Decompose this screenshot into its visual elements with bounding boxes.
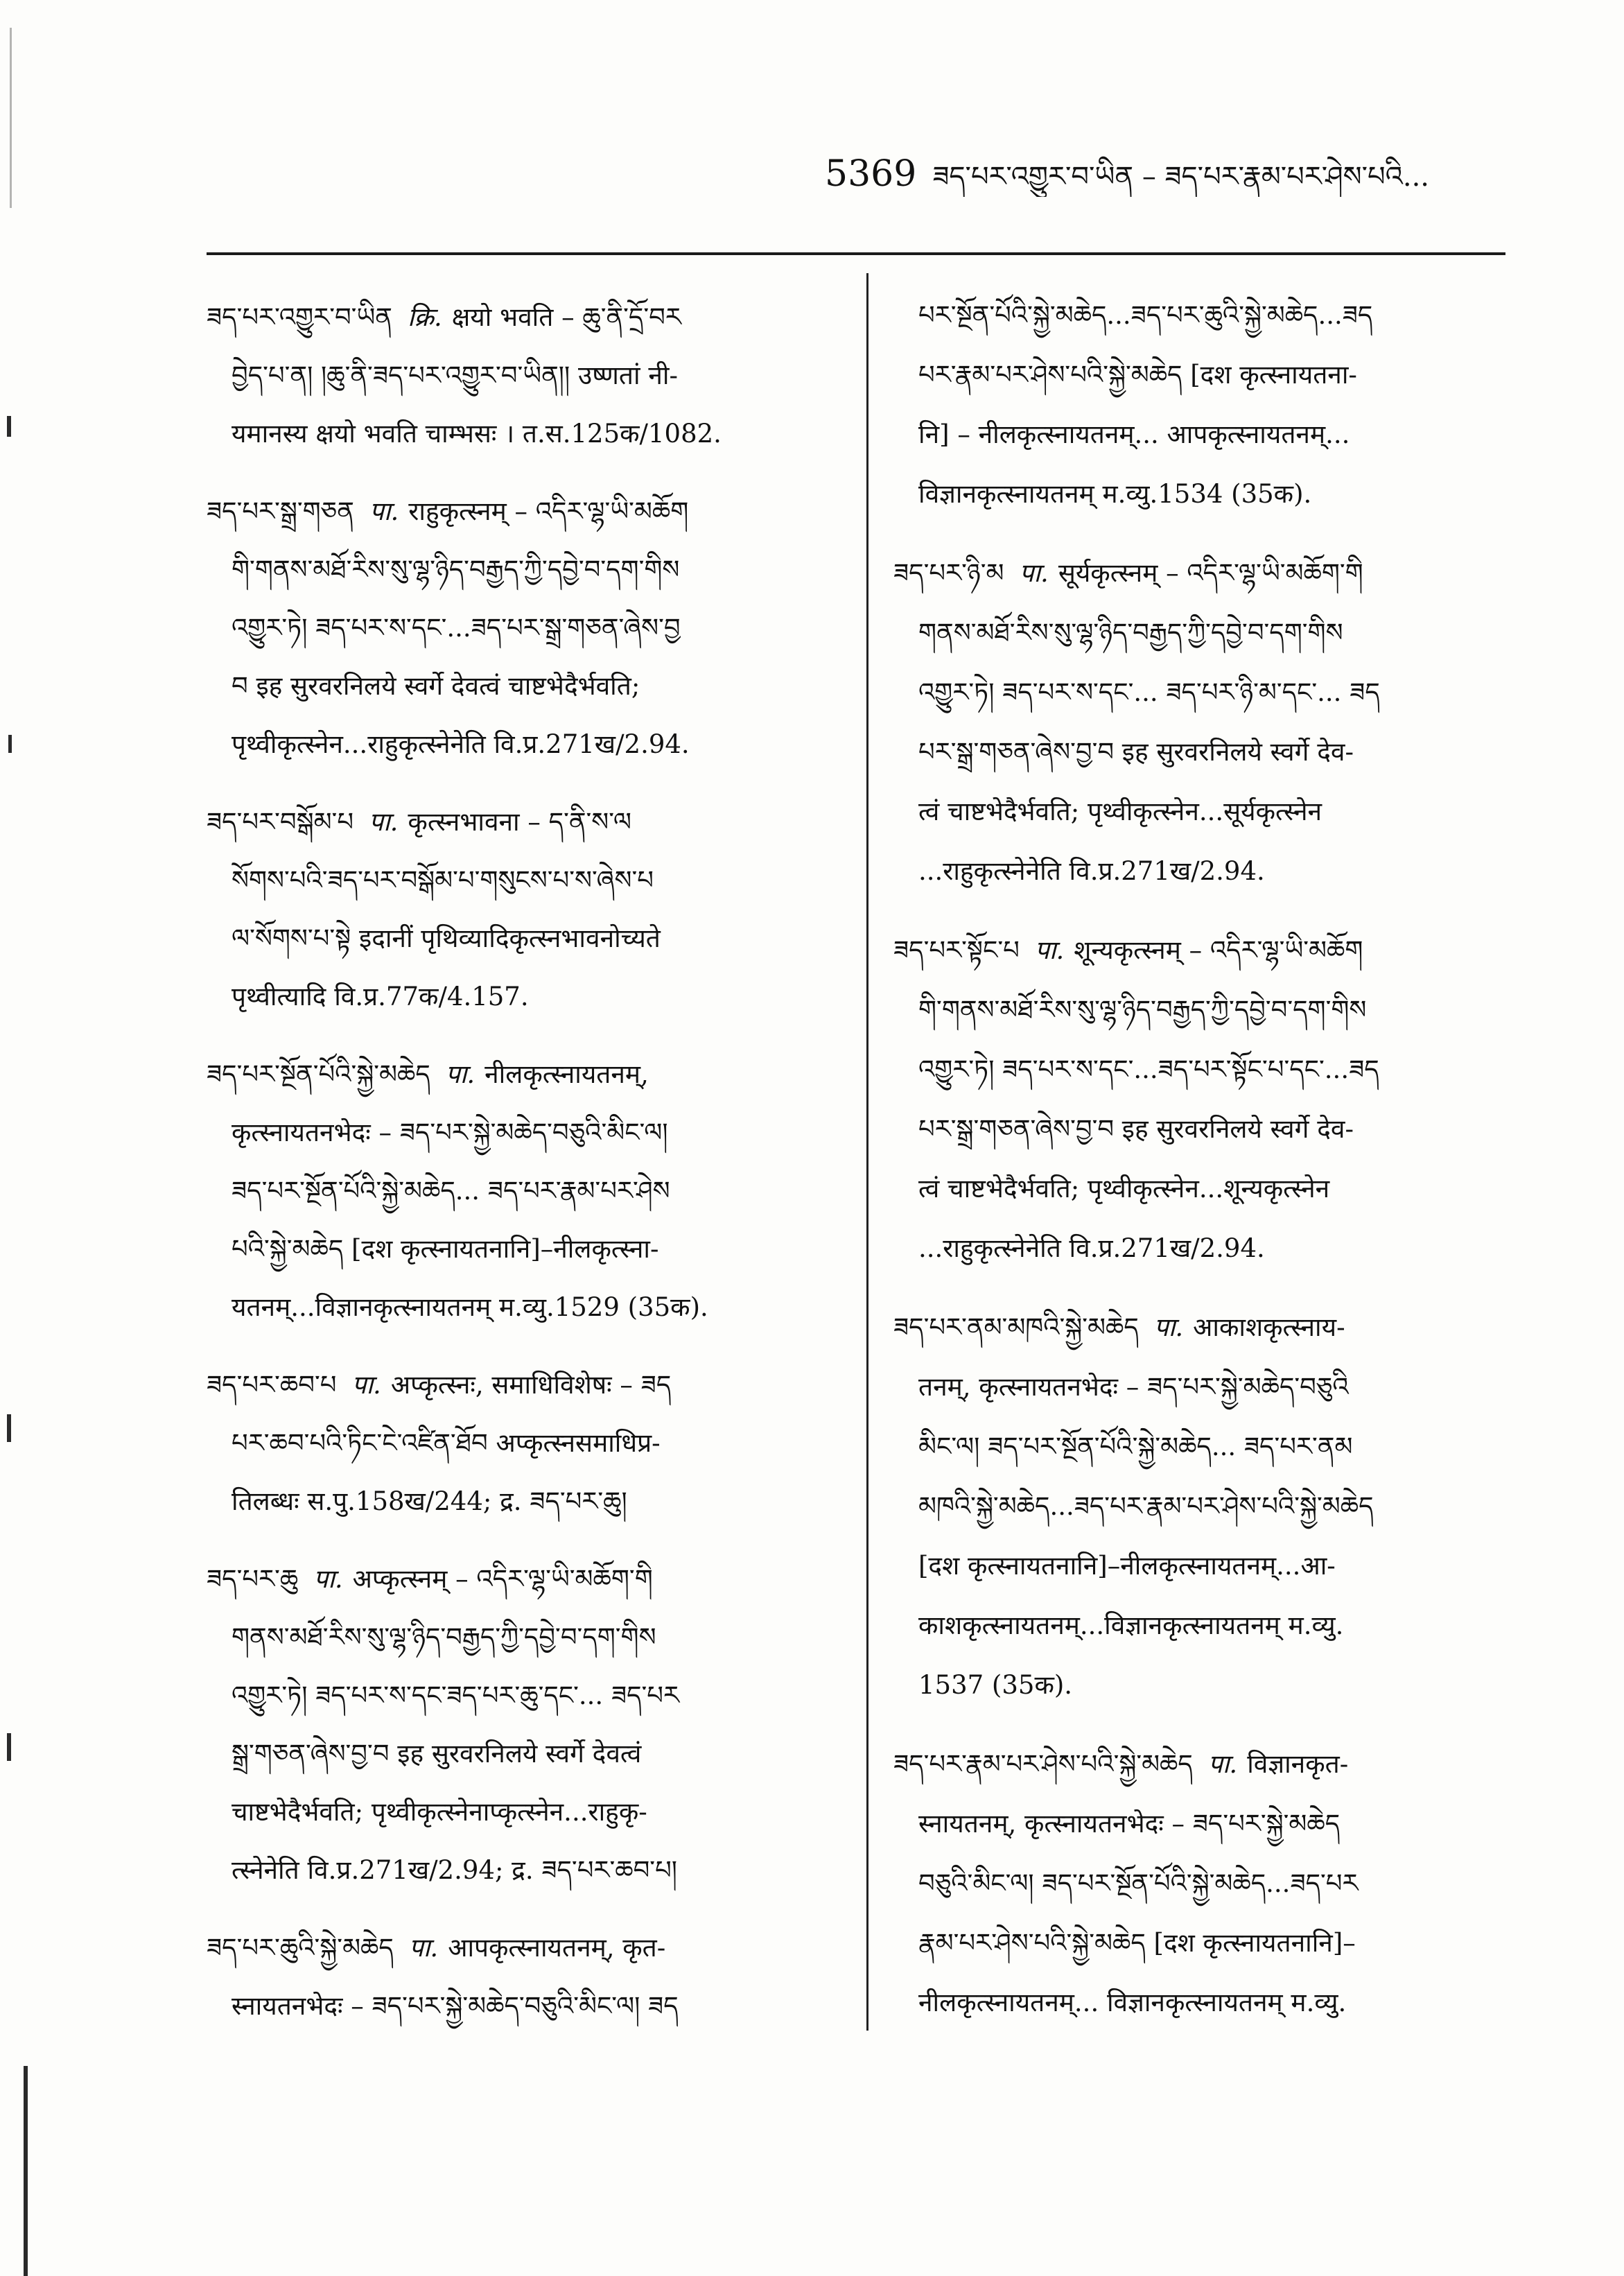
part-of-speech: पा. <box>1034 935 1065 965</box>
entry-line: तिलब्धः स.पु.158ख/244; द्र. ཟད་པར་ཆུ། <box>232 1486 627 1516</box>
headword: ཟད་པར་ཆབ་པ <box>207 1370 337 1400</box>
entry-line: विज्ञानकृत्स्नायतनम् म.व्यु.1534 (35क). <box>918 479 1312 509</box>
entry-first-line <box>893 544 1505 603</box>
part-of-speech: क्रि. <box>407 302 442 332</box>
dictionary-entry <box>893 921 1505 1278</box>
entry-line: པར་སྒྲ་གཅན་ཞེས་བྱ་བ इह सुरवरनिलये स्वर्गे देव- <box>918 737 1354 767</box>
running-head <box>825 151 1508 197</box>
part-of-speech: पा. <box>369 496 399 526</box>
continued-entry <box>893 286 1505 524</box>
entry-line: སོགས་པའི་ཟད་པར་བསྒོམ་པ་གསུངས་པ་ས་ཞེས་པ <box>232 865 654 895</box>
entry-line: པར་རྣམ་པར་ཤེས་པའི་སྐྱེ་མཆེད [दश कृत्स्नायतना- <box>918 360 1357 390</box>
entry-line: པར་ཆབ་པའི་ཏིང་ངེ་འཛིན་ཐོབ अप्कृत्स्नसमाधिप्र- <box>232 1428 661 1458</box>
entry-line: स्नायतनम्, कृत्स्नायतनभेदः – ཟད་པར་སྐྱེ་མཆེད <box>918 1809 1341 1839</box>
dictionary-entry <box>207 483 827 774</box>
scan-mark <box>7 416 11 437</box>
entry-line: नि] – नीलकृत्स्नायतनम्... आपकृत्स्नायतनम्... <box>918 419 1350 449</box>
headword: ཟད་པར་ཆུ <box>207 1564 299 1594</box>
entry-line: त्वं चाष्टभेदैर्भवति; पृथ्वीकृत्स्नेन...शून्यकृत्स्नेन <box>918 1174 1330 1204</box>
entry-line: རྣམ་པར་ཤེས་པའི་སྐྱེ་མཆེད [दश कृत्स्नायतनानि]– <box>918 1928 1356 1958</box>
entry-line: པར་སྔོན་པོའི་སྐྱེ་མཆེད...ཟད་པར་ཆུའི་སྐྱེ་མཆེད...ཟད <box>918 300 1373 330</box>
entry-line: གི་གནས་མཐོ་རིས་སུ་ལྷ་ཉིད་བརྒྱད་ཀྱི་དབྱེ་བ་དག་གིས <box>918 995 1367 1025</box>
dictionary-entry <box>207 1356 827 1531</box>
headword: ཟད་པར་ནམ་མཁའི་སྐྱེ་མཆེད <box>893 1312 1139 1342</box>
entry-first-line <box>893 1735 1505 1794</box>
headword: ཟད་པར་འགྱུར་བ་ཡིན <box>207 302 392 332</box>
part-of-speech: पा. <box>351 1370 381 1400</box>
column-divider <box>866 273 868 2031</box>
entry-line: པའི་སྐྱེ་མཆེད [दश कृत्स्नायतनानि]–नीलकृत्स्ना- <box>232 1234 659 1264</box>
dictionary-entry <box>207 1919 827 2035</box>
entry-first-line <box>893 921 1505 980</box>
definition-text: शून्यकृत्स्नम् – འདིར་ལྷ་ཡི་མཆོག <box>1074 935 1363 965</box>
entry-first-line <box>207 1550 827 1608</box>
entry-line: གནས་མཐོ་རིས་སུ་ལྷ་ཉིད་བརྒྱད་ཀྱི་དབྱེ་བ་དག་གིས <box>232 1622 656 1652</box>
entry-first-line <box>207 1356 827 1414</box>
entry-line: पृथ्वीत्यादि वि.प्र.77क/4.157. <box>232 982 529 1011</box>
entry-line: कृत्स्नायतनभेदः – ཟད་པར་སྐྱེ་མཆེད་བཅུའི་མིང་ལ། <box>232 1118 668 1147</box>
part-of-speech: पा. <box>408 1933 439 1963</box>
scan-mark <box>7 1414 11 1442</box>
entry-line: བ इह सुरवरनिलये स्वर्गे देवत्वं चाष्टभेदैर्भवति; <box>232 671 640 701</box>
headword: ཟད་པར་སྟོང་པ <box>893 935 1020 965</box>
headword: ཟད་པར་སྔོན་པོའི་སྐྱེ་མཆེད <box>207 1059 430 1089</box>
scan-mark <box>8 735 12 753</box>
entry-line: གནས་མཐོ་རིས་སུ་ལྷ་ཉིད་བརྒྱད་ཀྱི་དབྱེ་བ་དག་གིས <box>918 618 1343 648</box>
entry-line: འགྱུར་ཏེ། ཟད་པར་ས་དང་...ཟད་པར་སྒྲ་གཅན་ཞེས་བྱ <box>232 613 681 643</box>
entry-line: འགྱུར་ཏེ། ཟད་པར་ས་དང་... ཟད་པར་ཉི་མ་དང་... ཟད <box>918 677 1380 707</box>
definition-text: नीलकृत्स्नायतनम्, <box>484 1059 649 1089</box>
entry-line: པར་སྒྲ་གཅན་ཞེས་བྱ་བ इह सुरवरनिलये स्वर्गे देव- <box>918 1114 1354 1144</box>
entry-line: यतनम्...विज्ञानकृत्स्नायतनम् म.व्यु.1529 (35क). <box>232 1292 708 1322</box>
part-of-speech: पा. <box>313 1564 343 1594</box>
left-column <box>207 288 827 2049</box>
definition-text: सूर्यकृत्स्नम् – འདིར་ལྷ་ཡི་མཆོག་གི <box>1058 558 1363 588</box>
headword: ཟད་པར་བསྒོམ་པ <box>207 807 354 837</box>
scan-mark <box>7 1733 11 1761</box>
scan-mark <box>24 2066 28 2276</box>
definition-text: कृत्स्नभावना – ད་ནི་ས་ལ <box>408 807 632 837</box>
right-column <box>893 286 1505 2047</box>
dictionary-entry <box>893 544 1505 901</box>
definition-text: विज्ञानकृत- <box>1247 1749 1349 1779</box>
entry-line: མིང་ལ། ཟད་པར་སྔོན་པོའི་སྐྱེ་མཆེད... ཟད་པར་ནམ <box>918 1432 1353 1461</box>
entry-line: འགྱུར་ཏེ། ཟད་པར་ས་དང་ཟད་པར་ཆུ་དང་... ཟད་པར <box>232 1680 680 1710</box>
headword: ཟད་པར་ཆུའི་སྐྱེ་མཆེད <box>207 1933 394 1963</box>
entry-first-line <box>207 288 827 347</box>
entry-line: བྱེད་པ་ན། །ཆུ་ནི་ཟད་པར་འགྱུར་བ་ཡིན།། उष्णतां नी- <box>232 360 678 390</box>
definition-text: क्षयो भवति – ཆུ་ནི་དྲོ་བར <box>451 302 681 332</box>
entry-line: འགྱུར་ཏེ། ཟད་པར་ས་དང་...ཟད་པར་སྟོང་པ་དང་...ཟད <box>918 1054 1379 1084</box>
entry-first-line <box>207 793 827 851</box>
entry-line: यमानस्य क्षयो भवति चाम्भसः । त.स.125क/1082. <box>232 419 722 449</box>
headword: ཟད་པར་སྒྲ་གཅན <box>207 496 354 526</box>
definition-text: अप्कृत्स्नः, समाधिविशेषः – ཟད <box>390 1370 672 1400</box>
headword: ཟད་པར་རྣམ་པར་ཤེས་པའི་སྐྱེ་མཆེད <box>893 1749 1193 1779</box>
entry-line: 1537 (35क). <box>918 1670 1073 1700</box>
dictionary-entry <box>207 288 827 463</box>
entry-line: ལ་སོགས་པ་སྟེ इदानीं पृथिव्यादिकृत्स्नभावनोच्यते <box>232 923 661 953</box>
header-rule <box>207 252 1505 255</box>
part-of-speech: पा. <box>369 807 399 837</box>
dictionary-entry <box>207 1045 827 1337</box>
definition-text: अप्कृत्स्नम् – འདིར་ལྷ་ཡི་མཆོག་གི <box>352 1564 653 1594</box>
dictionary-entry <box>893 1735 1505 2033</box>
entry-line: [दश कृत्स्नायतनानि]–नीलकृत्स्नायतनम्...आ- <box>918 1551 1336 1581</box>
page-number: 5369 <box>825 153 917 195</box>
dictionary-entry <box>207 1550 827 1900</box>
entry-first-line <box>207 483 827 541</box>
definition-text: आकाशकृत्स्नाय- <box>1193 1312 1345 1342</box>
entry-line: གི་གནས་མཐོ་རིས་སུ་ལྷ་ཉིད་བརྒྱད་ཀྱི་དབྱེ་བ་དག་གིས <box>232 555 680 584</box>
dictionary-entry <box>207 793 827 1026</box>
entry-line: त्वं चाष्टभेदैर्भवति; पृथ्वीकृत्स्नेन...सूर्यकृत्स्नेन <box>918 797 1322 826</box>
part-of-speech: पा. <box>1019 558 1049 588</box>
part-of-speech: पा. <box>1153 1312 1184 1342</box>
entry-first-line <box>893 1298 1505 1357</box>
dictionary-entry <box>893 1298 1505 1715</box>
part-of-speech: पा. <box>445 1059 475 1089</box>
entry-line: སྒྲ་གཅན་ཞེས་བྱ་བ इह सुरवरनिलये स्वर्गे देवत्वं <box>232 1739 642 1769</box>
part-of-speech: पा. <box>1207 1749 1238 1779</box>
entry-line: མཁའི་སྐྱེ་མཆེད...ཟད་པར་རྣམ་པར་ཤེས་པའི་སྐྱེ་མཆེད <box>918 1491 1374 1521</box>
entry-line: ...राहुकृत्स्नेनेति वि.प्र.271ख/2.94. <box>918 856 1265 886</box>
entry-line: पृथ्वीकृत्स्नेन...राहुकृत्स्नेनेति वि.प्र.271ख/2.94. <box>232 729 690 759</box>
entry-line: चाष्टभेदैर्भवति; पृथ्वीकृत्स्नेनाप्कृत्स्नेन...राहुकृ- <box>232 1797 647 1827</box>
entry-first-line <box>207 1045 827 1104</box>
entry-line: ཟད་པར་སྔོན་པོའི་སྐྱེ་མཆེད... ཟད་པར་རྣམ་པར་ཤེས <box>232 1176 670 1206</box>
guide-words: ཟད་པར་འགྱུར་བ་ཡིན – ཟད་པར་རྣམ་པར་ཤེས་པའི... <box>932 161 1430 193</box>
entry-line: ...राहुकृत्स्नेनेति वि.प्र.271ख/2.94. <box>918 1233 1265 1263</box>
definition-text: आपकृत्स्नायतनम्, कृत- <box>448 1933 666 1963</box>
entry-line: स्नायतनभेदः – ཟད་པར་སྐྱེ་མཆེད་བཅུའི་མིང་ལ། ཟད <box>232 1991 679 2021</box>
entry-first-line <box>207 1919 827 1977</box>
entry-line: तनम्, कृत्स्नायतनभेदः – ཟད་པར་སྐྱེ་མཆེད་བཅུའི <box>918 1372 1349 1402</box>
entry-line: त्स्नेनेति वि.प्र.271ख/2.94; द्र. ཟད་པར་ཆབ་པ། <box>232 1855 677 1885</box>
entry-line: नीलकृत्स्नायतनम्... विज्ञानकृत्स्नायतनम् म.व्यु. <box>918 1988 1347 2017</box>
headword: ཟད་པར་ཉི་མ <box>893 558 1004 588</box>
scan-mark <box>10 28 12 208</box>
entry-line: काशकृत्स्नायतनम्...विज्ञानकृत्स्नायतनम् म.व्यु. <box>918 1610 1344 1640</box>
entry-line: བཅུའི་མིང་ལ། ཟད་པར་སྔོན་པོའི་སྐྱེ་མཆེད...ཟད་པར <box>918 1868 1359 1898</box>
definition-text: राहुकृत्स्नम् – འདིར་ལྷ་ཡི་མཆོག <box>408 496 689 526</box>
